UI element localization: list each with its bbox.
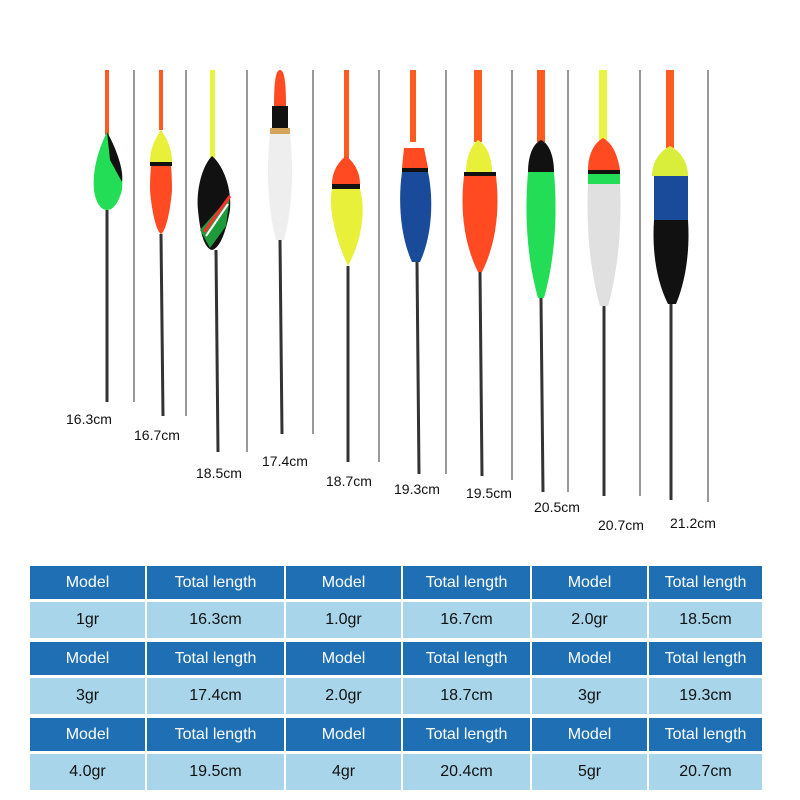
value-cell: 16.7cm <box>403 602 532 638</box>
float-1 <box>94 70 134 402</box>
header-cell: Total length <box>403 642 532 678</box>
value-cell: 4gr <box>286 754 403 790</box>
header-cell: Model <box>532 718 649 754</box>
header-cell: Total length <box>403 566 532 602</box>
spec-table <box>30 566 764 790</box>
value-cell: 19.3cm <box>649 678 764 714</box>
length-label-10: 21.2cm <box>670 515 716 531</box>
header-cell: Model <box>286 566 403 602</box>
header-cell: Total length <box>147 642 286 678</box>
length-label-2: 16.7cm <box>134 427 180 443</box>
header-cell: Model <box>286 718 403 754</box>
length-label-1: 16.3cm <box>66 411 112 427</box>
value-cell: 3gr <box>30 678 147 714</box>
value-cell: 2.0gr <box>286 678 403 714</box>
value-cell: 20.4cm <box>403 754 532 790</box>
float-2 <box>150 70 186 416</box>
float-5 <box>331 70 379 462</box>
header-cell: Total length <box>147 566 286 602</box>
float-9 <box>588 70 641 496</box>
header-cell: Model <box>532 642 649 678</box>
value-cell: 18.7cm <box>403 678 532 714</box>
header-cell: Model <box>30 642 147 678</box>
value-cell: 18.5cm <box>649 602 764 638</box>
value-cell: 19.5cm <box>147 754 286 790</box>
header-cell: Total length <box>649 718 764 754</box>
header-cell: Total length <box>649 642 764 678</box>
float-4 <box>268 70 313 434</box>
value-cell: 16.3cm <box>147 602 286 638</box>
float-7 <box>463 70 512 480</box>
header-cell: Model <box>532 566 649 602</box>
length-label-6: 19.3cm <box>394 481 440 497</box>
float-8 <box>526 70 568 492</box>
value-cell: 4.0gr <box>30 754 147 790</box>
length-label-3: 18.5cm <box>196 465 242 481</box>
length-label-9: 20.7cm <box>598 517 644 533</box>
value-cell: 5gr <box>532 754 649 790</box>
table-group-2 <box>30 642 764 714</box>
value-cell: 2.0gr <box>532 602 649 638</box>
header-cell: Total length <box>147 718 286 754</box>
length-label-8: 20.5cm <box>534 499 580 515</box>
value-cell: 20.7cm <box>649 754 764 790</box>
length-label-5: 18.7cm <box>326 473 372 489</box>
float-6 <box>400 70 446 474</box>
header-cell: Model <box>30 566 147 602</box>
float-10 <box>652 70 708 502</box>
length-label-4: 17.4cm <box>262 453 308 469</box>
value-cell: 1gr <box>30 602 147 638</box>
value-cell: 1.0gr <box>286 602 403 638</box>
value-cell: 3gr <box>532 678 649 714</box>
header-cell: Total length <box>649 566 764 602</box>
float-3 <box>198 70 247 452</box>
header-cell: Model <box>30 718 147 754</box>
length-label-7: 19.5cm <box>466 485 512 501</box>
table-group-3 <box>30 718 764 790</box>
header-cell: Total length <box>403 718 532 754</box>
value-cell: 17.4cm <box>147 678 286 714</box>
header-cell: Model <box>286 642 403 678</box>
table-group-1 <box>30 566 764 638</box>
